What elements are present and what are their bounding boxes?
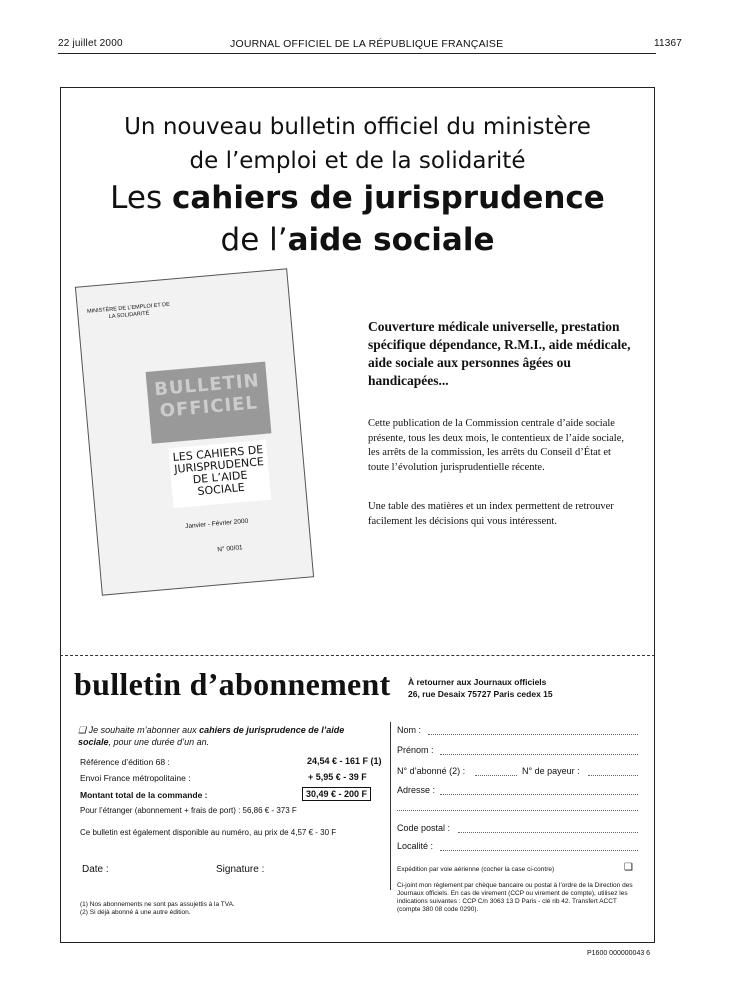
subscriber-number-field[interactable] (475, 775, 517, 776)
locality-label: Localité : (397, 841, 434, 851)
address-field-1[interactable] (440, 794, 638, 795)
airmail-checkbox[interactable]: ❑ (624, 862, 633, 873)
name-label: Nom : (397, 725, 422, 735)
header-rule (58, 53, 656, 54)
subtitle-prefix: de l’ (220, 222, 288, 258)
footer-code: P1600 000000043 6 (587, 950, 651, 957)
headline-line-2: de l’emploi et de la solidarité (189, 148, 526, 174)
firstname-field[interactable] (440, 754, 638, 755)
description-heading: Couverture médicale universelle, prestation spécifique dépendance, R.M.I., aide médicale, aide sociale aux personnes âgées ou handicapées... (368, 319, 631, 388)
cover-date: Janvier - Février 2000 (184, 517, 249, 531)
cover-image (75, 268, 314, 595)
address-field-2[interactable] (397, 810, 638, 811)
cover-ministry: MINISTÈRE DE L’EMPLOI ET DE LA SOLIDARITÉ (86, 301, 171, 321)
payment-instructions: Ci-joint mon règlement par chèque bancaire ou postal à l’ordre de la Direction des Journaux officiels. En cas de virement (CCP ou virement de compte), utilisez les indications suivantes : CCP C/n 3063 13 D Paris - clé rib 42. Transfert ACCT (compte 380 08 code 0290). (397, 882, 633, 913)
page-date: 22 juillet 2000 (58, 38, 123, 49)
total-value: 30,49 € - 200 F (302, 787, 371, 801)
title-bold: cahiers de jurisprudence (171, 180, 605, 216)
address-label: Adresse : (397, 785, 436, 795)
wish-prefix: Je souhaite m’abonner aux (88, 725, 200, 735)
airmail-label: Expédition par voie aérienne (cocher la case ci-contre) (397, 866, 555, 873)
foreign-price: Pour l’étranger (abonnement + frais de port) : 56,86 € - 373 F (80, 806, 297, 815)
name-field[interactable] (428, 734, 638, 735)
shipping-value: + 5,95 € - 39 F (308, 772, 367, 782)
total-label: Montant total de la commande : (80, 790, 208, 800)
note-other-edition: (2) Si déjà abonné à une autre édition. (80, 909, 191, 916)
description-para-1: Cette publication de la Commission centrale d’aide sociale présente, tous les deux mois, le contentieux de l’aide sociale, les arrêts de la commission, les arrêts du Conseil d’État et toute l’évolution jurisprudentielle récente. (368, 418, 625, 473)
form-column-divider (390, 722, 391, 890)
subscription-option[interactable] (78, 724, 378, 748)
locality-field[interactable] (440, 850, 638, 851)
description-para-2: Une table des matières et un index permettent de retrouver facilement les décisions qui vous intéressent. (368, 501, 614, 527)
cover-banner: BULLETIN OFFICIEL (146, 362, 272, 444)
headline-line-1: Un nouveau bulletin officiel du ministère (124, 114, 591, 140)
return-to: À retourner aux Journaux officiels (408, 677, 547, 687)
wish-suffix: , pour une durée d’un an. (108, 737, 210, 747)
per-number-price: Ce bulletin est également disponible au numéro, au prix de 4,57 € - 30 F (80, 828, 337, 837)
postal-code-field[interactable] (458, 832, 638, 833)
cover-number: N° 00/01 (217, 544, 243, 554)
subtitle-bold: aide sociale (287, 222, 495, 258)
payer-number-field[interactable] (588, 775, 638, 776)
wish-bold: cahiers de jurisprudence de l’aide sociale (78, 725, 345, 747)
cut-line (60, 655, 655, 656)
cover-title: LES CAHIERS DE JURISPRUDENCE DE L’AIDE SOCIALE (168, 440, 271, 508)
date-label: Date : (82, 864, 109, 875)
form-title: bulletin d’abonnement (74, 666, 391, 702)
firstname-label: Prénom : (397, 745, 434, 755)
publication-title (60, 180, 655, 216)
title-prefix: Les (110, 180, 172, 216)
publication-subtitle (60, 222, 655, 258)
subscribe-checkbox[interactable]: ❑ (78, 725, 87, 735)
reference-label: Référence d’édition 68 : (80, 757, 170, 767)
reference-value: 24,54 € - 161 F (1) (307, 756, 382, 766)
payer-number-label: N° de payeur : (522, 766, 580, 776)
postal-code-label: Code postal : (397, 823, 451, 833)
page-number: 11367 (654, 38, 683, 49)
return-address: 26, rue Desaix 75727 Paris cedex 15 (408, 689, 553, 699)
shipping-label: Envoi France métropolitaine : (80, 773, 191, 783)
note-tva: (1) Nos abonnements ne sont pas assujettis à la TVA. (80, 901, 235, 908)
journal-title: JOURNAL OFFICIEL DE LA RÉPUBLIQUE FRANÇAISE (230, 38, 504, 50)
subscriber-number-label: N° d’abonné (2) : (397, 766, 466, 776)
signature-label: Signature : (216, 864, 265, 875)
